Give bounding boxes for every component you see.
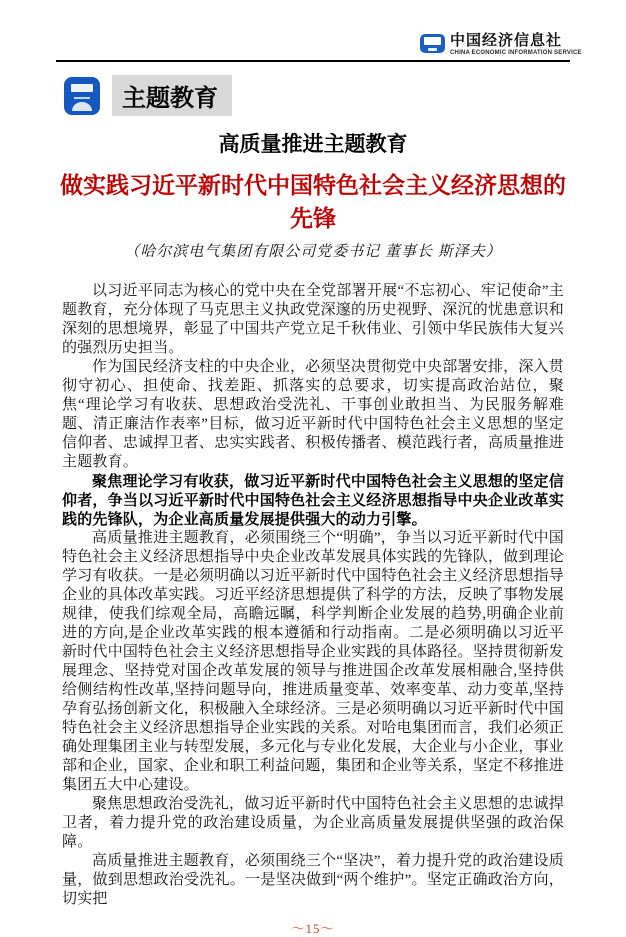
article-title: 高质量推进主题教育 — [218, 133, 408, 156]
header-divider — [56, 60, 570, 62]
paragraph-central-enterprises: 作为国民经济支柱的中央企业，必须坚决贯彻党中央部署安排，深入贯彻守初心、担使命、找差距、抓落实的总要求，切实提高政治站位，聚焦“理论学习有收获、思想政治受洗礼、干事创业敢担当、为民服务解难题、清正廉洁作表率”目标，做习近平新时代中国特色社会主义思想的坚定信仰者、忠诚捍卫者、忠实实践者、积极传播者、模范践行者，高质量推进主题教育。 — [62, 359, 564, 470]
brand-text — [450, 32, 582, 56]
article-body — [56, 282, 570, 909]
section-label: 主题教育 — [112, 75, 232, 116]
paragraph-three-resolutes: 高质量推进主题教育，必须围绕三个“坚决”，着力提升党的政治建设质量，做到思想政治受洗礼。一是坚决做到“两个维护”。坚定正确政治方向，切实把 — [62, 853, 564, 907]
paragraph-three-clarifications: 高质量推进主题教育，必须围绕三个“明确”，争当以习近平新时代中国特色社会主义经济思想指导中央企业改革发展具体实践的先锋队，做到理论学习有收获。一是必须明确以习近平新时代中国特色社会主义经济思想指导企业的具体改革实践。习近平经济思想提供了科学的方法，反映了事物发展规律，使我们综观全局，高瞻远瞩，科学判断企业发展的趋势,明确企业前进的方向,是企业改革实践的根本遵循和行动指南。二是必须明确以习近平新时代中国特色社会主义经济思想指导企业实践的具体路径。坚持贯彻新发展理念、坚持党对国企改革发展的领导与推进国企改革发展相融合,坚持供给侧结构性改革,坚持问题导向，推进质量变革、效率变革、动力变革,坚持孕育弘扬创新文化，积极融入全球经济。三是必须明确以习近平新时代中国特色社会主义经济思想指导企业实践的关系。对哈电集团而言，我们必须正确处理集团主业与转型发展，多元化与专业化发展，大企业与小企业，事业部和企业，国家、企业和职工利益问题，集团和企业等关系，坚定不移推进集团五大中心建设。 — [62, 530, 564, 793]
emblem-icon — [64, 77, 100, 115]
section-header — [64, 75, 570, 116]
brand-tagline: CHINA ECONOMIC INFORMATION SERVICE — [450, 50, 582, 56]
paragraph-intro: 以习近平同志为核心的党中央在全党部署开展“不忘初心、牢记使命”主题教育，充分体现了马克思主义执政党深邃的历史视野、深沉的忧患意识和深刻的思想境界，彰显了中国共产党立足千秋伟业、引领中华民族伟大复兴的强烈历史担当。 — [62, 283, 564, 356]
page-number: ～15～ — [291, 921, 335, 936]
brand-name: 中国经济信息社 — [450, 32, 563, 49]
article-byline: （哈尔滨电气集团有限公司党委书记 董事长 斯泽夫） — [124, 244, 502, 260]
paragraph-key-point: 聚焦理论学习有收获，做习近平新时代中国特色社会主义思想的坚定信仰者，争当以习近平新时代中国特色社会主义经济思想指导中央企业改革实践的先锋队，为企业高质量发展提供强大的动力引擎。 — [62, 473, 564, 528]
article-subtitle: 做实践习近平新时代中国特色社会主义经济思想的先锋 — [60, 172, 566, 231]
brand-block — [420, 32, 582, 56]
masthead — [56, 32, 582, 56]
monitor-icon — [420, 34, 445, 53]
paragraph-political-baptism: 聚焦思想政治受洗礼，做习近平新时代中国特色社会主义思想的忠诚捍卫者，着力提升党的政治建设质量，为企业高质量发展提供坚强的政治保障。 — [62, 796, 564, 850]
